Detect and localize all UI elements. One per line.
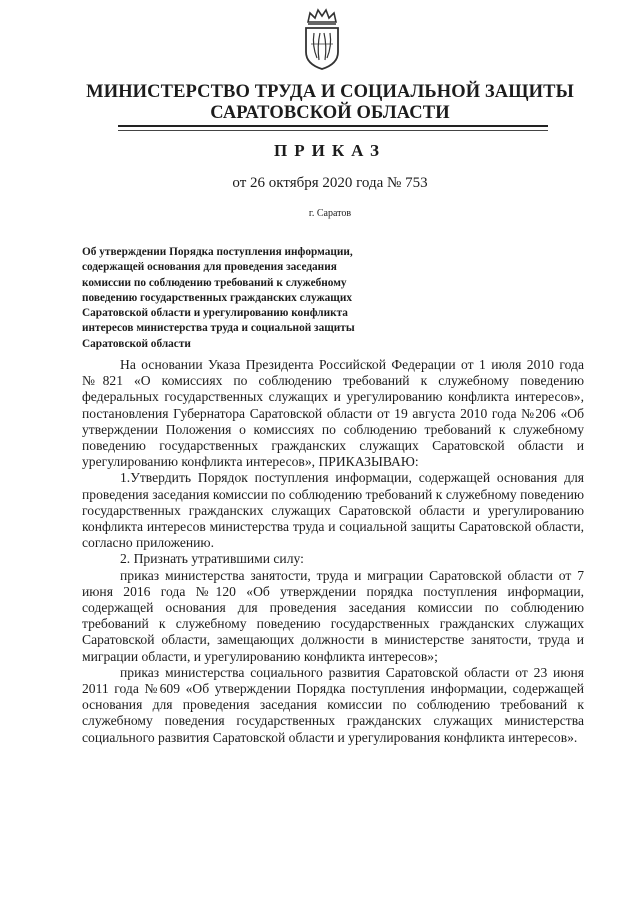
subject-line: Об утверждении Порядка поступления информации,: [82, 246, 353, 258]
subject-line: Саратовской области и урегулированию конфликта: [82, 307, 348, 320]
subject-line: комиссии по соблюдению требований к служебному: [82, 276, 347, 289]
document-body: [82, 357, 584, 746]
document-date-number: от 26 октября 2020 года № 753: [232, 175, 428, 191]
subject-line: поведению государственных гражданских служащих: [82, 291, 352, 304]
ministry-name-line2: САРАТОВСКОЙ ОБЛАСТИ: [210, 103, 450, 123]
ministry-name: [70, 82, 590, 124]
subject-line: интересов министерства труда и социальной защиты: [82, 322, 355, 335]
subject-line: Саратовской области: [82, 337, 191, 350]
document-type: ПРИКАЗ: [274, 141, 386, 160]
repealed-order-2-paragraph: приказ министерства социального развития Саратовской области от 23 июня 2011 года №609 «Об утверждении Порядка поступления информации, содержащей основания для проведения заседания комиссии по соблюдению требований к служебному поведения государственных гражданских служащих министерства социального развития Саратовской области и урегулирования конфликта интересов».: [82, 664, 584, 745]
saratov-coat-of-arms-icon: [300, 6, 344, 72]
document-subject: [82, 245, 402, 352]
header-rule-thick: [118, 125, 548, 127]
item-2-paragraph: 2. Признать утратившими силу:: [120, 551, 304, 567]
repealed-order-1-paragraph: приказ министерства занятости, труда и миграции Саратовской области от 7 июня 2016 года №120 «Об утверждении порядка поступления информации, содержащей основания для проведения заседания комиссии по соблюдению требований к служебному поведению государственных гражданских служащих Саратовской области, замещающих должности в министерстве занятости, труда и миграции области, и урегулированию конфликта интересов»;: [82, 567, 584, 664]
ministry-name-line1: МИНИСТЕРСТВО ТРУДА И СОЦИАЛЬНОЙ ЗАЩИТЫ: [86, 82, 574, 102]
header-rule-thin: [118, 130, 548, 131]
item-1-paragraph: 1.Утвердить Порядок поступления информации, содержащей основания для проведения заседания комиссии по соблюдению требований к служебному поведению государственных гражданских служащих Саратовской области и урегулированию конфликта интересов министерства труда и социальной защиты Саратовской области, согласно приложению.: [82, 470, 584, 551]
subject-line: содержащей основания для проведения заседания: [82, 261, 337, 274]
preamble-paragraph: На основании Указа Президента Российской Федерации от 1 июля 2010 года №821 «О комиссиях по соблюдению требований к служебному поведению федеральных государственных служащих и урегулированию конфликта интересов», постановления Губернатора Саратовской области от 19 августа 2010 года №206 «Об утверждении Положения о комиссиях по соблюдению требований к служебному поведению государственных гражданских служащих Саратовской области и урегулированию конфликта интересов», ПРИКАЗЫВАЮ:: [82, 357, 584, 470]
document-city: г. Саратов: [308, 208, 352, 219]
